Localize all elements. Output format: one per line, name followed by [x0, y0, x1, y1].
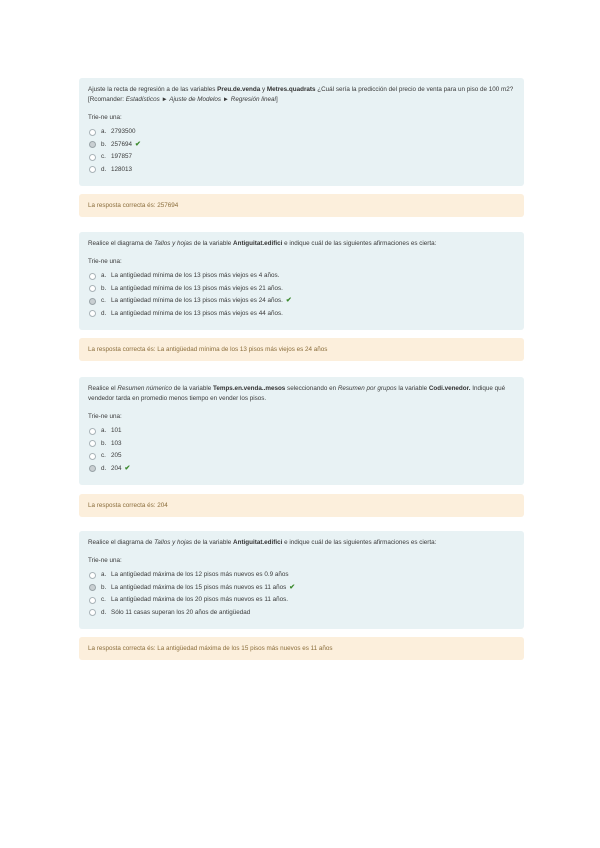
check-icon: ✔: [289, 583, 296, 591]
radio-button[interactable]: [89, 166, 96, 173]
option-row[interactable]: b. 103: [88, 438, 515, 451]
check-icon: ✔: [124, 464, 131, 472]
option-row[interactable]: c. 197857: [88, 151, 515, 164]
option-row[interactable]: c. 205: [88, 450, 515, 463]
option-row[interactable]: a. 101: [88, 425, 515, 438]
option-row[interactable]: a. 2793500: [88, 126, 515, 139]
option-row[interactable]: b. 257694 ✔: [88, 139, 515, 152]
radio-button-selected[interactable]: [89, 584, 96, 591]
question-1-select-label: Trie-ne una:: [88, 114, 122, 121]
radio-button[interactable]: [89, 609, 96, 616]
option-row[interactable]: b. La antigüedad máxima de los 15 pisos más nuevos es 11 años ✔: [88, 582, 515, 595]
option-row[interactable]: c. La antigüedad mínima de los 13 pisos más viejos es 24 años. ✔: [88, 295, 515, 308]
question-1-feedback: La resposta correcta és: 257694: [79, 194, 524, 217]
option-text: 197857: [111, 153, 133, 161]
option-row[interactable]: c. La antigüedad máxima de los 20 pisos más nuevos es 11 años.: [88, 594, 515, 607]
check-icon: ✔: [285, 297, 292, 305]
option-text: 2793500: [111, 128, 136, 136]
question-3-text: Realice el Resumen númerico de la variable Temps.en.venda..mesos seleccionando en Resumen por grupos la variable Codi.venedor. Indique qué vendedor tarda en promedio menos tiempo en vender los pisos.: [88, 385, 506, 402]
option-text: 205: [111, 452, 122, 460]
option-text: 128013: [111, 165, 133, 173]
radio-button[interactable]: [89, 154, 96, 161]
question-4-card: [79, 531, 524, 629]
radio-button[interactable]: [89, 285, 96, 292]
option-text: 103: [111, 439, 122, 447]
radio-button[interactable]: [89, 428, 96, 435]
question-4-text: Realice el diagrama de Tallos y hojas de la variable Antiguitat.edifici e indique cuál de las siguientes afirmaciones es cierta:: [88, 539, 437, 546]
option-row[interactable]: b. La antigüedad mínima de los 13 pisos más viejos es 21 años.: [88, 283, 515, 296]
question-3-select-label: Trie-ne una:: [88, 413, 122, 420]
option-row[interactable]: a. La antigüedad mínima de los 13 pisos más viejos es 4 años.: [88, 270, 515, 283]
option-text: La antigüedad mínima de los 13 pisos más viejos es 24 años.: [111, 297, 283, 305]
option-text: La antigüedad mínima de los 13 pisos más viejos es 21 años.: [111, 284, 283, 292]
radio-button[interactable]: [89, 273, 96, 280]
radio-button[interactable]: [89, 310, 96, 317]
radio-button[interactable]: [89, 597, 96, 604]
check-icon: ✔: [135, 140, 141, 148]
radio-button[interactable]: [89, 129, 96, 136]
question-2-select-label: Trie-ne una:: [88, 258, 122, 265]
radio-button-selected[interactable]: [89, 465, 96, 472]
option-text: 101: [111, 427, 122, 435]
option-row[interactable]: d. La antigüedad mínima de los 13 pisos más viejos es 44 años.: [88, 308, 515, 321]
option-text: La antigüedad mínima de los 13 pisos más viejos es 44 años.: [111, 309, 283, 317]
option-row[interactable]: d. 128013: [88, 164, 515, 177]
option-row[interactable]: a. La antigüedad máxima de los 12 pisos más nuevos es 0.9 años: [88, 569, 515, 582]
question-1-text: Ajuste la recta de regresión a de las variables Preu.de.venda y Metres.quadrats ¿Cuál sería la predicción del precio de venta para un piso de 100 m2? [Rcomander: Estadísticos ► Ajuste de Modelos ► Regresión lineal]: [88, 86, 514, 103]
question-2-card: [79, 232, 524, 330]
option-text: La antigüedad máxima de los 12 pisos más nuevos es 0.9 años: [111, 571, 289, 579]
option-text: 257694: [111, 140, 133, 148]
radio-button[interactable]: [89, 572, 96, 579]
option-text: 204: [111, 464, 122, 472]
question-3-feedback: La resposta correcta és: 204: [79, 494, 524, 517]
option-text: La antigüedad mínima de los 13 pisos más viejos es 4 años.: [111, 272, 280, 280]
option-row[interactable]: d. 204 ✔: [88, 463, 515, 476]
question-2-text: Realice el diagrama de Tallos y hojas de la variable Antiguitat.edifici e indique cuál de las siguientes afirmaciones es cierta:: [88, 240, 437, 247]
option-row[interactable]: d. Sólo 11 casas superan los 20 años de antigüedad: [88, 607, 515, 620]
option-text: La antigüedad máxima de los 15 pisos más nuevos es 11 años: [111, 583, 287, 591]
question-4-feedback: La resposta correcta és: La antigüedad máxima de los 15 pisos más nuevos es 11 años: [79, 637, 524, 660]
radio-button-selected[interactable]: [89, 298, 96, 305]
question-3-card: [79, 377, 524, 485]
question-1-card: [79, 78, 524, 186]
question-2-feedback: La resposta correcta és: La antigüedad mínima de los 13 pisos más viejos es 24 años: [79, 338, 524, 361]
radio-button[interactable]: [89, 453, 96, 460]
option-text: La antigüedad máxima de los 20 pisos más nuevos es 11 años.: [111, 596, 289, 604]
question-4-select-label: Trie-ne una:: [88, 557, 122, 564]
radio-button[interactable]: [89, 440, 96, 447]
radio-button-selected[interactable]: [89, 141, 96, 148]
option-text: Sólo 11 casas superan los 20 años de antigüedad: [111, 608, 251, 616]
